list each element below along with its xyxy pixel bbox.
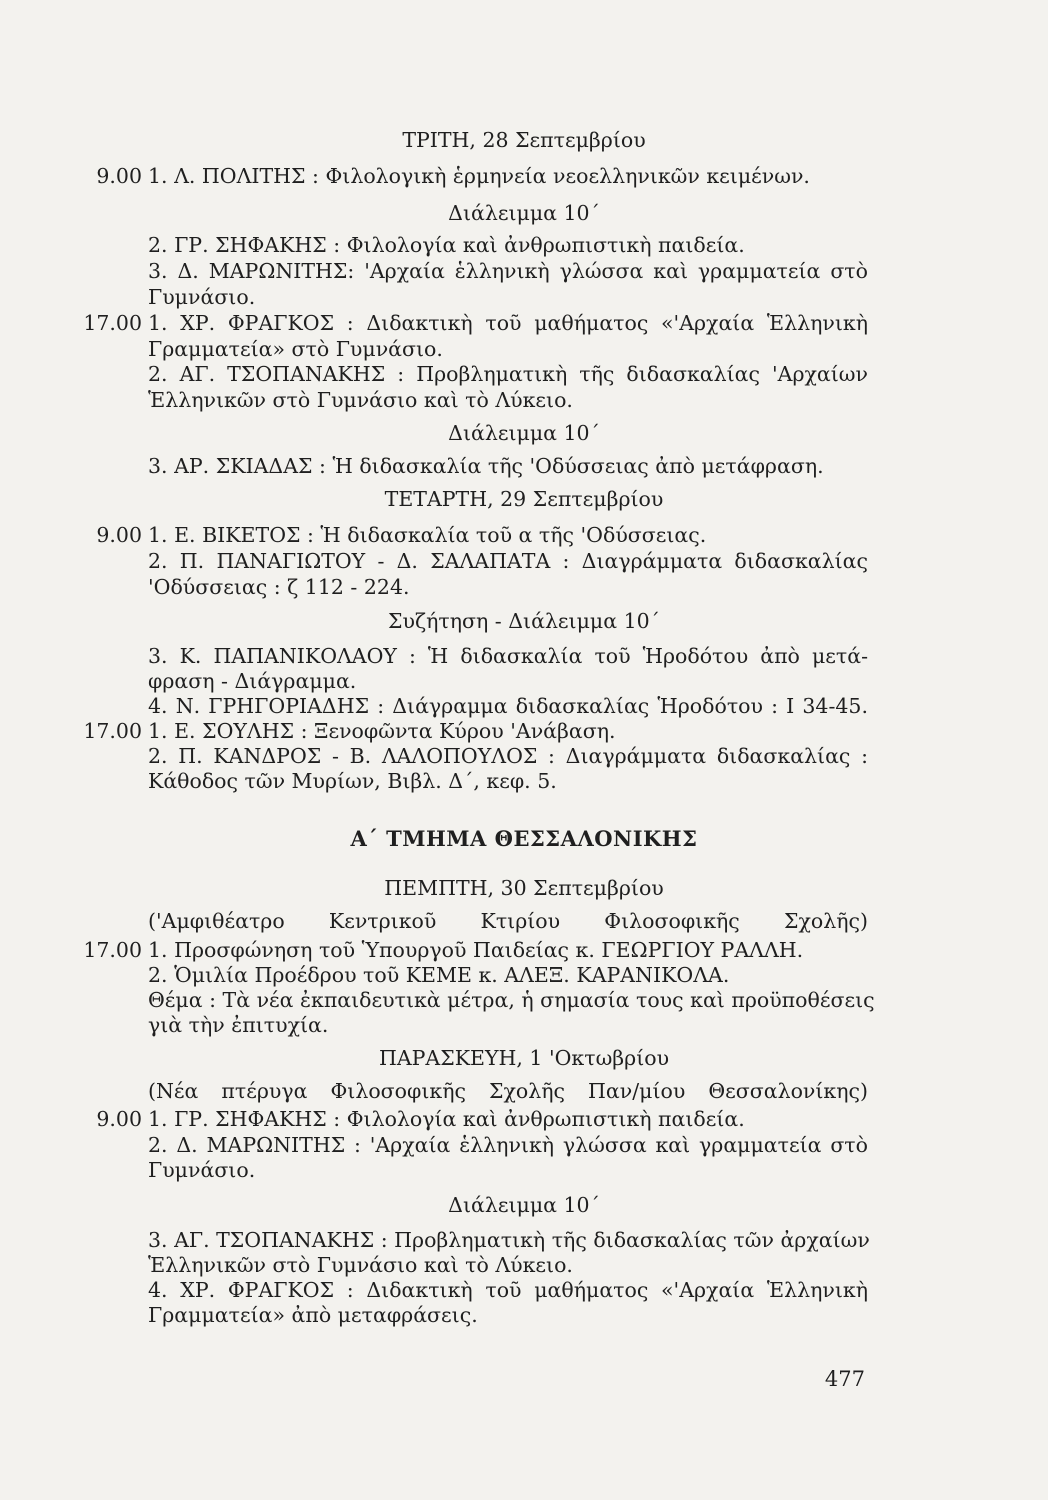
program-item-continuation: Ἑλληνικῶν στὸ Γυμνάσιο καὶ τὸ Λύκειο.: [148, 388, 573, 412]
program-item: 3. ΑΡ. ΣΚΙΑΔΑΣ : Ἡ διδασκαλία τῆς 'Οδύσσειας ἀπὸ μετάφραση.: [148, 454, 824, 478]
break-label: Συζήτηση - Διάλειμμα 10΄: [388, 609, 660, 633]
break-label: Διάλειμμα 10΄: [448, 421, 600, 445]
program-item: 2. ΓΡ. ΣΗΦΑΚΗΣ : Φιλολογία καὶ ἀνθρωπιστικὴ παιδεία.: [148, 233, 745, 257]
program-item-continuation: 'Οδύσσειας : ζ 112 - 224.: [148, 575, 410, 599]
program-item-continuation: γιὰ τὴν ἐπιτυχία.: [148, 1013, 329, 1037]
program-item: 1. Ε. ΒΙΚΕΤΟΣ : Ἡ διδασκαλία τοῦ α τῆς 'Οδύσσειας.: [148, 523, 707, 547]
day-heading: ΠΑΡΑΣΚΕΥΗ, 1 'Οκτωβρίου: [378, 1046, 670, 1070]
venue-note: ('Αμφιθέατρο Κεντρικοῦ Κτιρίου Φιλοσοφικῆς Σχολῆς): [148, 909, 868, 933]
program-item-continuation: φραση - Διάγραμμα.: [148, 669, 357, 693]
program-item-continuation: Ἑλληνικῶν στὸ Γυμνάσιο καὶ τὸ Λύκειο.: [148, 1253, 573, 1277]
program-item-continuation: Γυμνάσιο.: [148, 1158, 256, 1182]
program-item: 3. ΑΓ. ΤΣΟΠΑΝΑΚΗΣ : Προβληματικὴ τῆς διδασκαλίας τῶν ἀρχαίων: [148, 1228, 870, 1252]
break-label: Διάλειμμα 10΄: [448, 201, 600, 225]
program-item: Θέμα : Τὰ νέα ἐκπαιδευτικὰ μέτρα, ἡ σημασία τους καὶ προϋποθέσεις: [148, 988, 875, 1012]
day-heading: ΤΕΤΑΡΤΗ, 29 Σεπτεμβρίου: [384, 487, 664, 511]
program-item: 4. Ν. ΓΡΗΓΟΡΙΑΔΗΣ : Διάγραμμα διδασκαλίας Ἡροδότου : Ι 34-45.: [148, 694, 868, 718]
program-item-continuation: Γραμματεία» στὸ Γυμνάσιο.: [148, 337, 443, 361]
venue-note: (Νέα πτέρυγα Φιλοσοφικῆς Σχολῆς Παν/μίου Θεσσαλονίκης): [148, 1079, 868, 1103]
program-item: 2. Δ. ΜΑΡΩΝΙΤΗΣ : 'Αρχαία ἑλληνικὴ γλώσσα καὶ γραμματεία στὸ: [148, 1133, 868, 1157]
program-item: 3. Κ. ΠΑΠΑΝΙΚΟΛΑΟΥ : Ἡ διδασκαλία τοῦ Ἡροδότου ἀπὸ μετά-: [148, 644, 868, 668]
section-title: Α΄ ΤΜΗΜΑ ΘΕΣΣΑΛΟΝΙΚΗΣ: [350, 826, 698, 851]
program-item: 1. Ε. ΣΟΥΛΗΣ : Ξενοφῶντα Κύρου 'Ανάβαση.: [148, 719, 616, 743]
program-item: 2. Π. ΠΑΝΑΓΙΩΤΟΥ - Δ. ΣΑΛΑΠΑΤΑ : Διαγράμματα διδασκαλίας: [148, 549, 868, 573]
program-item-continuation: Κάθοδος τῶν Μυρίων, Βιβλ. Δ΄, κεφ. 5.: [148, 769, 557, 793]
day-heading: ΤΡΙΤΗ, 28 Σεπτεμβρίου: [402, 128, 646, 152]
session-time: 9.00: [96, 164, 142, 188]
break-label: Διάλειμμα 10΄: [448, 1193, 600, 1217]
session-time: 9.00: [96, 523, 142, 547]
program-item-continuation: Γυμνάσιο.: [148, 285, 256, 309]
program-item: 1. Προσφώνηση τοῦ Ὑπουργοῦ Παιδείας κ. ΓΕΩΡΓΙΟΥ ΡΑΛΛΗ.: [148, 938, 804, 962]
program-item-continuation: Γραμματεία» ἀπὸ μεταφράσεις.: [148, 1303, 478, 1327]
program-item: 1. Λ. ΠΟΛΙΤΗΣ : Φιλολογικὴ ἑρμηνεία νεοελληνικῶν κειμένων.: [148, 164, 810, 188]
program-item: 1. ΧΡ. ΦΡΑΓΚΟΣ : Διδακτικὴ τοῦ μαθήματος «'Αρχαία Ἑλληνικὴ: [148, 311, 868, 335]
day-heading: ΠΕΜΠΤΗ, 30 Σεπτεμβρίου: [384, 876, 664, 900]
session-time: 17.00: [83, 938, 142, 962]
program-item: 1. ΓΡ. ΣΗΦΑΚΗΣ : Φιλολογία καὶ ἀνθρωπιστικὴ παιδεία.: [148, 1107, 745, 1131]
program-item: 2. Π. ΚΑΝΔΡΟΣ - Β. ΛΑΛΟΠΟΥΛΟΣ : Διαγράμματα διδασκαλίας :: [148, 744, 868, 768]
session-time: 9.00: [96, 1107, 142, 1131]
program-item: 4. ΧΡ. ΦΡΑΓΚΟΣ : Διδακτικὴ τοῦ μαθήματος «'Αρχαία Ἑλληνικὴ: [148, 1278, 868, 1302]
program-item: 2. ΑΓ. ΤΣΟΠΑΝΑΚΗΣ : Προβληματικὴ τῆς διδασκαλίας 'Αρχαίων: [148, 362, 868, 386]
program-item: 2. Ὁμιλία Προέδρου τοῦ ΚΕΜΕ κ. ΑΛΕΞ. ΚΑΡΑΝΙΚΟΛΑ.: [148, 963, 730, 987]
program-item: 3. Δ. ΜΑΡΩΝΙΤΗΣ: 'Αρχαία ἑλληνικὴ γλώσσα καὶ γραμματεία στὸ: [148, 259, 868, 283]
page-number: 477: [824, 1367, 865, 1391]
session-time: 17.00: [83, 719, 142, 743]
session-time: 17.00: [83, 311, 142, 335]
